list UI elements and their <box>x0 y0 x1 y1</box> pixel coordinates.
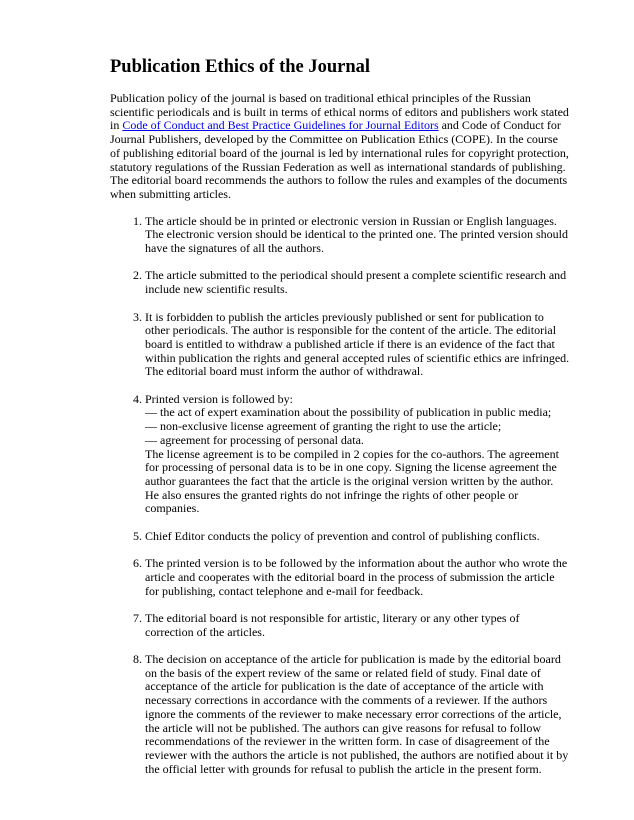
rules-list <box>110 215 570 777</box>
intro-text-after-link: and Code of Conduct for Journal Publishers, developed by the Committee on Publication Ethics (COPE). In the course of publishing editorial board of the journal is led by international rules for copyright protection, statutory regulations of the Russian Federation as well as international standards of publishing. The editorial board recommends the authors to follow the rules and examples of the documents when submitting articles. <box>110 118 569 201</box>
list-item-tail: The license agreement is to be compiled in 2 copies for the co-authors. The agreement for processing of personal data is to be in one copy. Signing the license agreement the author guarantees the fact that the article is the original version written by the author. He also ensures the granted rights do not infringe the rights of other people or companies. <box>145 446 559 516</box>
intro-paragraph <box>110 92 570 202</box>
list-item <box>145 393 570 516</box>
list-item: 3. It is forbidden to publish the articles previously published or sent for publication to other periodicals. The author is responsible for the content of the article. The editorial board is entitled to withdraw a published article if there is an evidence of the fact that within publication the rights and general accepted rules of scientific ethics are infringed. The editorial board must inform the author of withdrawal. <box>145 311 570 380</box>
cope-guidelines-link[interactable]: Code of Conduct and Best Practice Guidelines for Journal Editors <box>122 118 439 133</box>
list-subitem: — non-exclusive license agreement of granting the right to use the article; <box>145 419 502 434</box>
list-subitem: — the act of expert examination about the possibility of publication in public media; <box>145 405 552 420</box>
page-title: Publication Ethics of the Journal <box>110 57 371 77</box>
list-item: 8. The decision on acceptance of the article for publication is made by the editorial board on the basis of the expert review of the same or related field of study. Final date of acceptance of the article for publication is the date of acceptance of the article with necessary corrections in accordance with the comments of a reviewer. If the authors ignore the comments of the reviewer to make necessary error corrections of the article, the article will not be published. The authors can give reasons for refusal to follow recommendations of the reviewer in the written form. In case of disagreement of the reviewer with the authors the article is not published, the authors are notified about it by the official letter with grounds for refusal to publish the article in the present form. <box>145 653 570 776</box>
list-item: 2. The article submitted to the periodical should present a complete scientific research and include new scientific results. <box>145 269 570 296</box>
intro-text-before-link: Publication policy of the journal is based on traditional ethical principles of the Russian scientific periodicals and is built in terms of ethical norms of editors and publishers work stated in <box>110 91 569 133</box>
list-subitem: — agreement for processing of personal data. <box>145 432 364 447</box>
list-item: 1. The article should be in printed or electronic version in Russian or English languages. The electronic version should be identical to the printed one. The printed version should have the signatures of all the authors. <box>145 215 570 256</box>
list-item: 6. The printed version is to be followed by the information about the author who wrote the article and cooperates with the editorial board in the process of submission the article for publishing, contact telephone and e-mail for feedback. <box>145 557 570 598</box>
list-item-lead: 4. Printed version is followed by: <box>145 391 293 406</box>
list-item: 5. Chief Editor conducts the policy of prevention and control of publishing conflicts. <box>145 530 570 544</box>
list-item: 7. The editorial board is not responsible for artistic, literary or any other types of correction of the articles. <box>145 612 570 639</box>
document-page <box>110 56 570 790</box>
